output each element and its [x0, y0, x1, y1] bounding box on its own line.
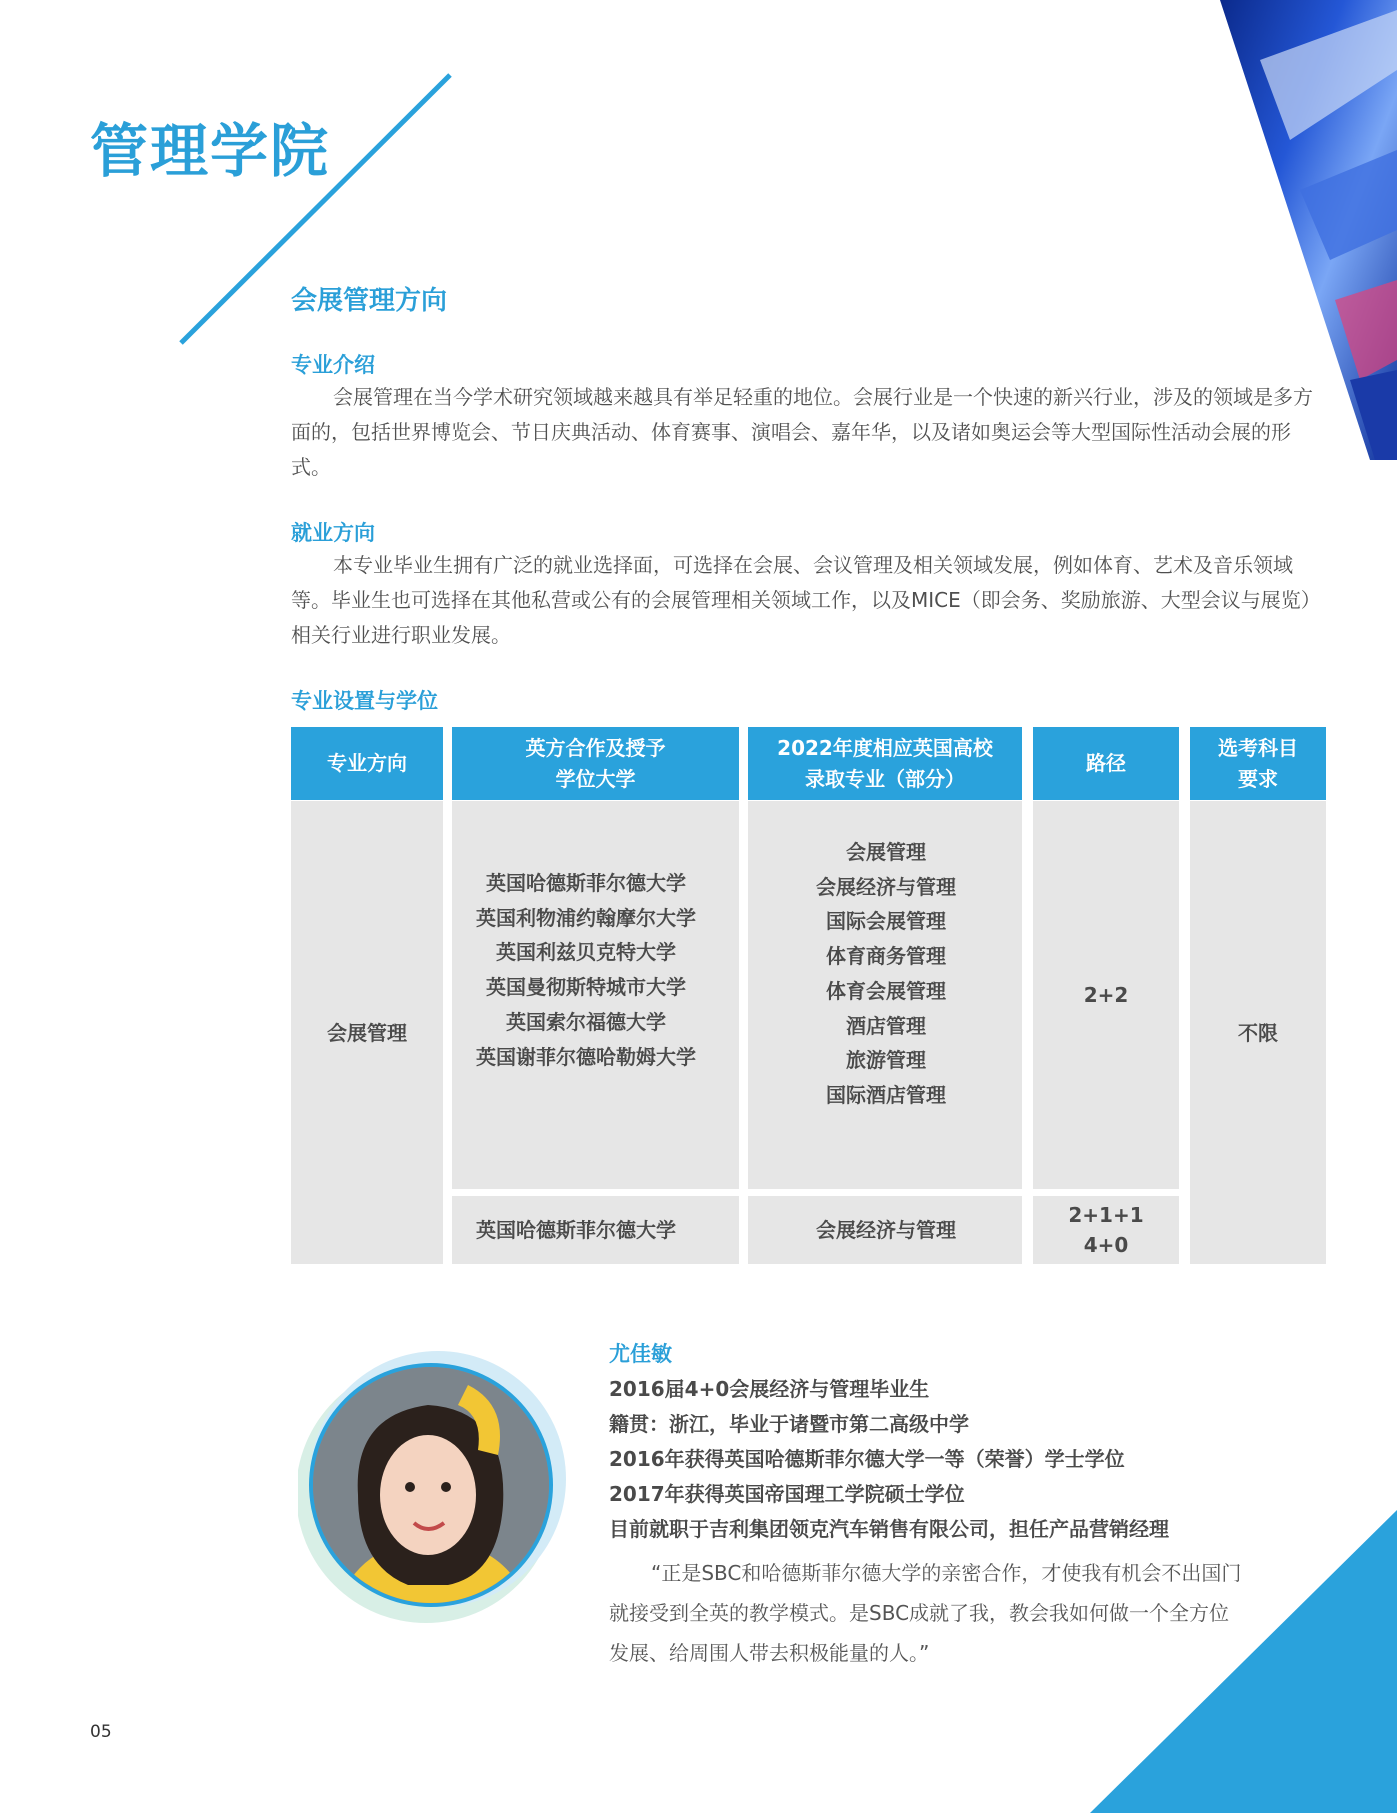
- list-item: 英国索尔福德大学: [506, 1009, 666, 1034]
- school-title: 管理学院: [90, 117, 331, 185]
- table-cell-pathway-2: 2+1+1 4+0: [1033, 1196, 1179, 1264]
- table-cell-majors: [748, 801, 1022, 1189]
- table-cell-universities: [452, 801, 739, 1189]
- table-heading: 专业设置与学位: [291, 689, 438, 713]
- alumni-info-line: 籍贯：浙江，毕业于诸暨市第二高级中学: [609, 1412, 969, 1436]
- table-header-direction: 专业方向: [291, 727, 443, 800]
- alumni-info-line: 目前就职于吉利集团领克汽车销售有限公司，担任产品营销经理: [609, 1517, 1169, 1541]
- list-item: 旅游管理: [846, 1048, 926, 1073]
- section-title: 会展管理方向: [291, 286, 448, 316]
- list-item: 体育会展管理: [826, 978, 946, 1003]
- table-header-partner: 英方合作及授予 学位大学: [452, 727, 739, 800]
- list-item: 英国谢菲尔德哈勒姆大学: [476, 1044, 696, 1069]
- alumni-photo: [298, 1345, 568, 1625]
- list-item: 会展管理: [846, 840, 926, 864]
- alumni-quote: “正是SBC和哈德斯菲尔德大学的亲密合作，才使我有机会不出国门就接受到全英的教学模式。是SBC成就了我，教会我如何做一个全方位发展、给周围人带去积极能量的人。”: [609, 1561, 1242, 1665]
- table-header-pathway: 路径: [1033, 727, 1179, 800]
- table-header-majors: 2022年度相应英国高校 录取专业（部分）: [748, 727, 1022, 800]
- list-item: 体育商务管理: [826, 944, 946, 969]
- table-cell-major-2: 会展经济与管理: [748, 1196, 1022, 1264]
- list-item: 国际会展管理: [826, 909, 946, 934]
- list-item: 酒店管理: [846, 1013, 926, 1038]
- alumni-name: 尤佳敏: [609, 1342, 672, 1366]
- list-item: 会展经济与管理: [816, 874, 956, 899]
- list-item: 英国利兹贝克特大学: [496, 940, 676, 965]
- alumni-info-line: 2017年获得英国帝国理工学院硕士学位: [609, 1482, 965, 1506]
- alumni-info-line: 2016年获得英国哈德斯菲尔德大学一等（荣誉）学士学位: [609, 1447, 1125, 1471]
- career-heading: 就业方向: [291, 521, 375, 545]
- list-item: 英国哈德斯菲尔德大学: [486, 871, 686, 895]
- table-cell-pathway-1: 2+2: [1033, 801, 1179, 1189]
- table-cell-subjects: 不限: [1190, 801, 1326, 1264]
- list-item: 英国利物浦约翰摩尔大学: [476, 905, 696, 930]
- alumni-info-line: 2016届4+0会展经济与管理毕业生: [609, 1377, 930, 1401]
- list-item: 国际酒店管理: [826, 1082, 946, 1107]
- table-cell-direction: 会展管理: [291, 801, 443, 1264]
- table-header-subjects: 选考科目 要求: [1190, 727, 1326, 800]
- career-paragraph: 本专业毕业生拥有广泛的就业选择面，可选择在会展、会议管理及相关领域发展，例如体育、艺术及音乐领域等。毕业生也可选择在其他私营或公有的会展管理相关领域工作，以及MICE（即会务、奖励旅游、大型会议与展览）相关行业进行职业发展。: [291, 553, 1321, 647]
- table-cell-university-2: 英国哈德斯菲尔德大学: [452, 1196, 739, 1264]
- intro-heading: 专业介绍: [291, 353, 375, 377]
- list-item: 英国曼彻斯特城市大学: [486, 975, 686, 1000]
- page-number: 05: [90, 1722, 112, 1742]
- intro-paragraph: 会展管理在当今学术研究领域越来越具有举足轻重的地位。会展行业是一个快速的新兴行业，涉及的领域是多方面的，包括世界博览会、节日庆典活动、体育赛事、演唱会、嘉年华，以及诸如奥运会等大型国际性活动会展的形式。: [291, 385, 1313, 479]
